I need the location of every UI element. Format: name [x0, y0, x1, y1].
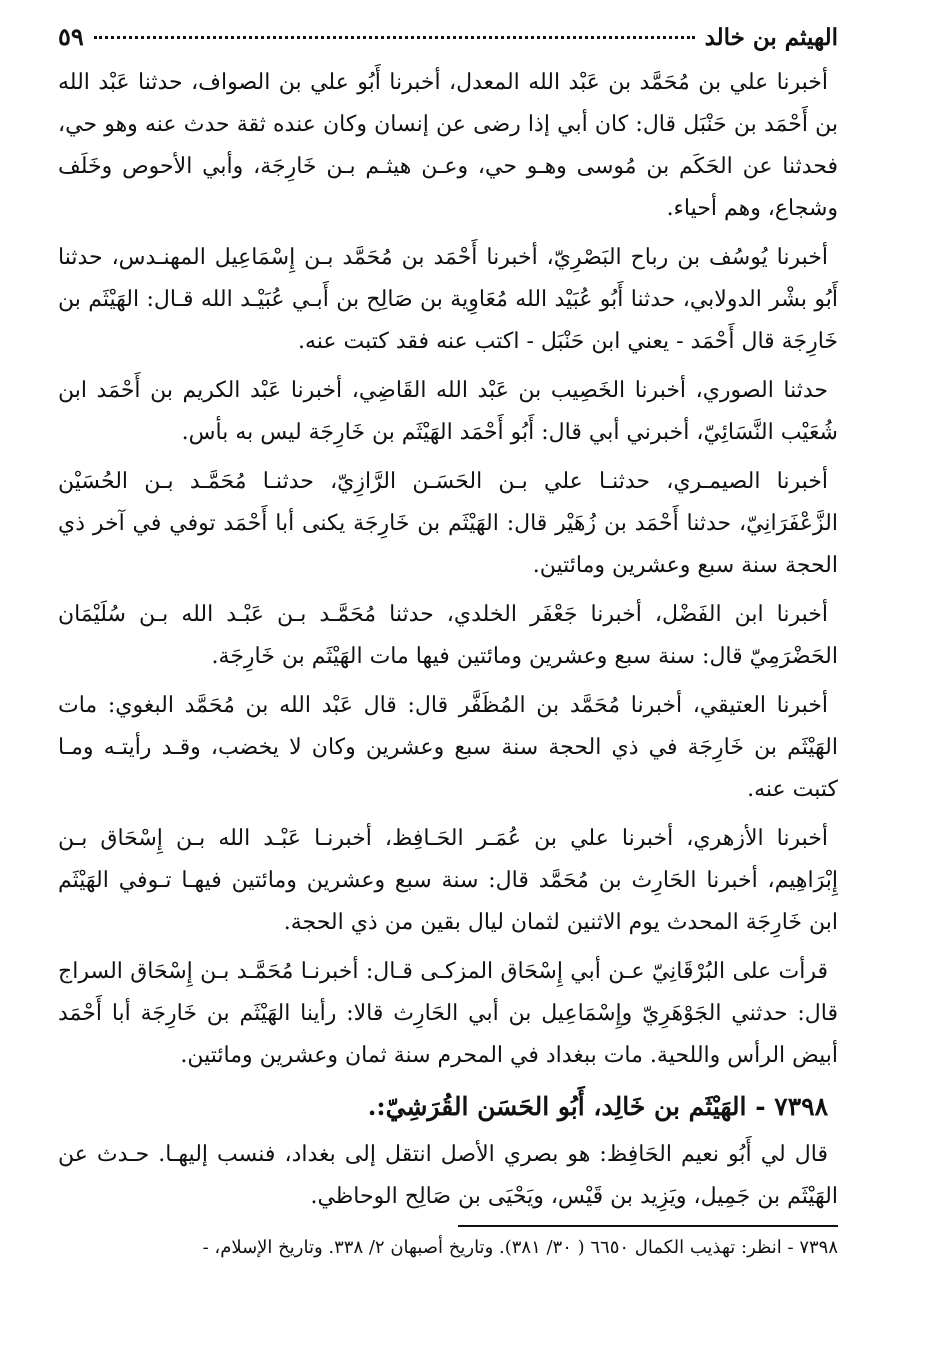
paragraph-3: حدثنا الصوري، أخبرنا الخَصِيب بن عَبْد الله القَاضِي، أخبرنا عَبْد الكريم بن أَحْمَد ابن شُعَيْب النَّسَائِيّ، أخبرني أبي قال: أَبُو أَحْمَد الهَيْثَم بن خَارِجَة ليس به بأس. [58, 378, 838, 445]
page-header [58, 22, 838, 62]
paragraph-6: أخبرنا العتيقي، أخبرنا مُحَمَّد بن المُظَفَّر قال: قال عَبْد الله بن مُحَمَّد البغوي: مات الهَيْثَم بن خَارِجَة في ذي الحجة سنة سبع وعشرين وكان لا يخضب، وقـد رأيتـه ومـا كتبت عنه. [58, 693, 838, 802]
paragraph-4: أخبرنا الصيمـري، حدثنـا علي بـن الحَسَـن الرَّازِيّ، حدثنـا مُحَمَّـد بـن الحُسَيْن الزَّعْفَرَانِيّ، حدثنا أَحْمَد بن زُهَيْر قال: الهَيْثَم بن خَارِجَة يكنى أبا أَحْمَد توفي في آخر ذي الحجة سنة سبع وعشرين ومائتين. [58, 469, 838, 578]
running-title: الهيثم بن خالد [704, 24, 838, 51]
footnote-separator [458, 1225, 838, 1227]
paragraph-1: أخبرنا علي بن مُحَمَّد بن عَبْد الله المعدل، أخبرنا أَبُو علي بن الصواف، حدثنا عَبْد الله بن أَحْمَد بن حَنْبَل قال: كان أبي إذا رضى عن إنسان وكان عنده ثقة حدث عنه وهو حي، فحدثنا عن الحَكَم بن مُوسى وهـو حي، وعـن هيثـم بـن خَارِجَة، وأبي الأحوص وخَلَف وشجاع، وهم أحياء. [58, 70, 839, 221]
entry-heading: ٧٣٩٨ - الهَيْثَم بن خَالِد، أَبُو الحَسَن القُرَشِيّ:. [367, 1092, 828, 1121]
paragraph-2: أخبرنا يُوسُف بن رباح البَصْرِيّ، أخبرنا أَحْمَد بن مُحَمَّد بـن إِسْمَاعِيل المهنـدس، حدثنا أَبُو بشْر الدولابي، حدثنا أَبُو عُبَيْد الله مُعَاوِية بن صَالِح بن أَبـي عُبَيْـد الله قـال: الهَيْثَم بن خَارِجَة قال أَحْمَد - يعني ابن حَنْبَل - اكتب عنه فقد كتبت عنه. [58, 245, 838, 354]
entry-text: قال لي أَبُو نعيم الحَافِظ: هو بصري الأصل انتقل إلى بغداد، فنسب إليهـا. حـدث عن الهَيْثَم بن جَمِيل، ويَزِيد بن قَيْس، ويَحْيَى بن صَالِح الوحاظي. [58, 1142, 838, 1209]
paragraph-5: أخبرنا ابن الفَضْل، أخبرنا جَعْفَر الخلدي، حدثنا مُحَمَّـد بـن عَبْـد الله بـن سُلَيْمَان الحَضْرَمِيّ قال: سنة سبع وعشرين ومائتين فيها مات الهَيْثَم بن خَارِجَة. [58, 602, 838, 669]
page-number: ٥٩ [58, 22, 84, 51]
footnote: ٧٣٩٨ - انظر: تهذيب الكمال ٦٦٥٠ ( ٣٠/ ٣٨١). وتاريخ أصبهان ٢/ ٣٣٨. وتاريخ الإسلام، - [202, 1237, 838, 1258]
book-page [58, 22, 838, 1263]
paragraph-8: قرأت على البُرْقَانِيّ عـن أبي إِسْحَاق المزكـى قـال: أخبرنـا مُحَمَّـد بـن إِسْحَاق السراج قال: حدثني الجَوْهَرِيّ وإِسْمَاعِيل بن أبي الحَارِث قالا: رأينا الهَيْثَم بن خَارِجَة أبا أَحْمَد أبيض الرأس واللحية. مات ببغداد في المحرم سنة ثمان وعشرين ومائتين. [58, 959, 838, 1068]
header-dotted-leader [94, 36, 695, 39]
paragraph-7: أخبرنا الأزهري، أخبرنا علي بن عُمَـر الحَـافِظ، أخبرنـا عَبْـد الله بـن إِسْحَاق بـن إِبْرَاهِيم، أخبرنا الحَارِث بن مُحَمَّد قال: سنة سبع وعشرين ومائتين فيهـا تـوفي الهَيْثَم ابن خَارِجَة المحدث يوم الاثنين لثمان ليال بقين من ذي الحجة. [58, 826, 838, 935]
